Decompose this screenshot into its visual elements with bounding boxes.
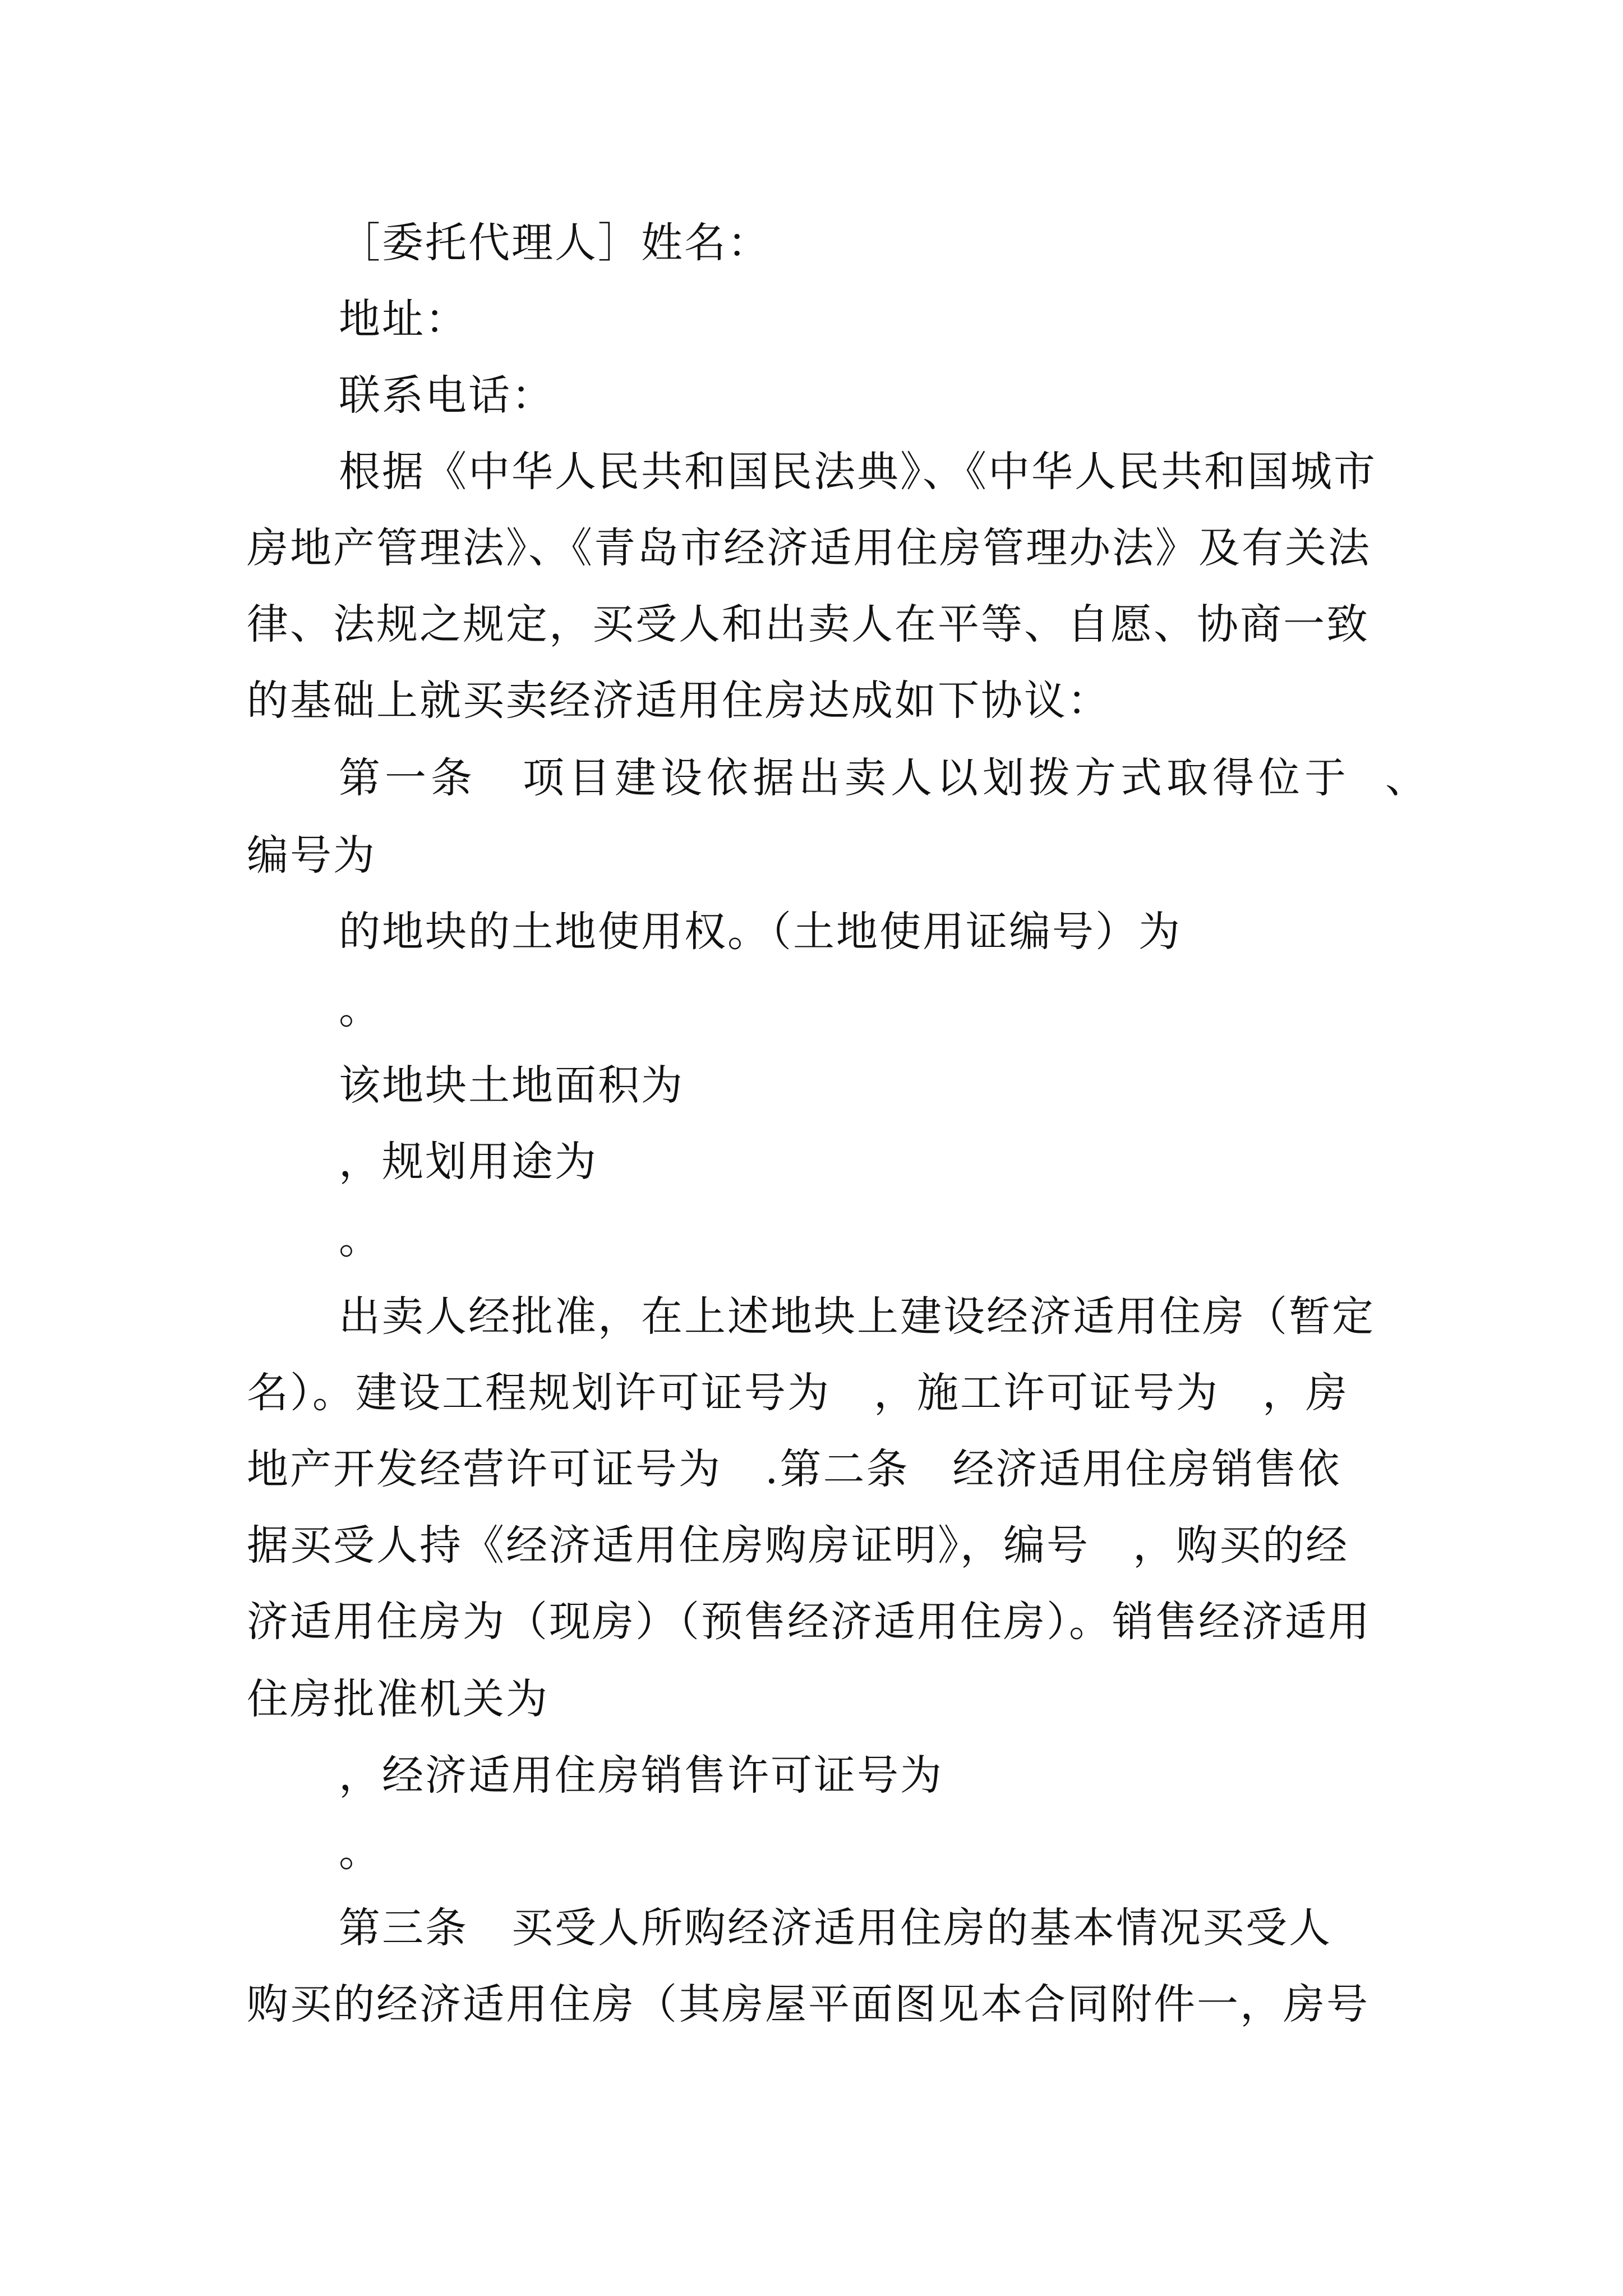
article-one-line: 。 [339, 1215, 382, 1263]
article-two-line: 。 [339, 1828, 382, 1876]
article-one-line: 编号为 [247, 831, 376, 880]
address-line: 地址： [339, 295, 468, 343]
article-two-line: 住房批准机关为 [247, 1675, 549, 1723]
article-one-separator: 、 [1385, 754, 1428, 802]
article-one-line: 的地块的土地使用权。（土地使用证编号）为 [339, 908, 1182, 956]
article-one-line: 该地块土地面积为 [339, 1061, 684, 1110]
article-two-line: 济适用住房为（现房）（预售经济适用住房）。销售经济适用 [247, 1598, 1371, 1646]
article-three-line: 购买的经济适用住房（其房屋平面图见本合同附件一，房号 [247, 1980, 1370, 2028]
agent-name-line: ［委托代理人］姓名： [339, 219, 771, 267]
approval-paragraph-line: 出卖人经批准，在上述地块上建设经济适用住房（暂定 [339, 1292, 1375, 1341]
phone-line: 联系电话： [339, 371, 555, 420]
article-one-heading-line: 第一条 项目建设依据出卖人以划拨方式取得位于 [339, 754, 1350, 802]
article-two-line: 据买受人持《经济适用住房购房证明》，编号 ，购买的经 [247, 1521, 1349, 1570]
article-two-line: 地产开发经营许可证号为 .第二条 经济适用住房销售依 [247, 1445, 1341, 1493]
article-two-line: ，经济适用住房销售许可证号为 [339, 1751, 943, 1800]
preamble-line: 根据《中华人民共和国民法典》、《中华人民共和国城市 [339, 448, 1377, 496]
preamble-line: 房地产管理法》、《青岛市经济适用住房管理办法》及有关法 [247, 524, 1371, 572]
article-one-line: ，规划用途为 [339, 1138, 598, 1186]
preamble-line: 的基础上就买卖经济适用住房达成如下协议： [247, 677, 1110, 725]
article-three-heading-line: 第三条 买受人所购经济适用住房的基本情况买受人 [339, 1904, 1332, 1952]
preamble-line: 律、法规之规定，买受人和出卖人在平等、自愿、协商一致 [247, 600, 1370, 648]
article-one-line: 。 [339, 985, 382, 1033]
approval-paragraph-line: 名）。建设工程规划许可证号为 ，施工许可证号为 ，房 [247, 1369, 1349, 1417]
